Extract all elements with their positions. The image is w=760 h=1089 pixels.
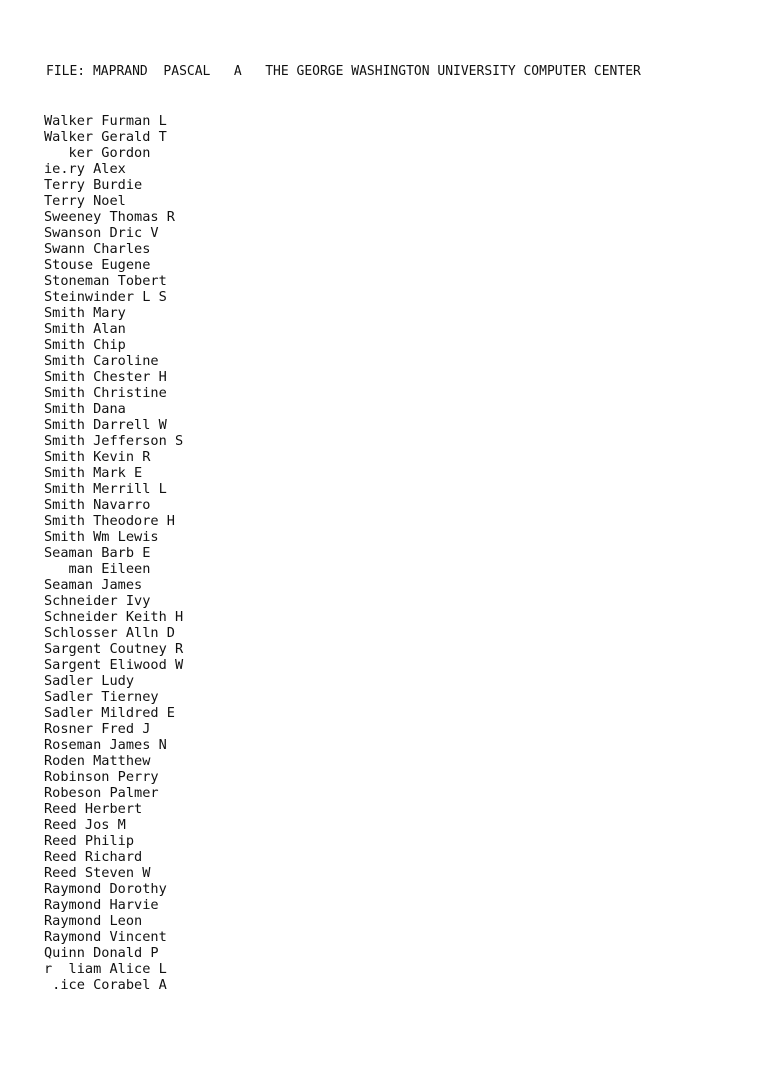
name-entry: .ice Corabel A xyxy=(44,977,167,993)
name-entry: Reed Philip xyxy=(44,833,135,849)
name-entry: Steinwinder L S xyxy=(44,289,167,305)
name-entry: Sadler Tierney xyxy=(44,689,159,705)
file-name: MAPRAND xyxy=(92,64,148,79)
name-entry: Raymond Dorothy xyxy=(44,881,167,897)
name-entry: Smith Christine xyxy=(44,385,167,401)
name-entry: Smith Alan xyxy=(44,321,126,337)
name-entry: Smith Kevin R xyxy=(44,449,151,465)
name-entry: Smith Darrell W xyxy=(44,417,167,433)
name-entry: Reed Herbert xyxy=(44,801,143,817)
names-list xyxy=(44,113,183,993)
file-mode: A xyxy=(233,64,242,79)
name-entry: Rosner Fred J xyxy=(44,721,151,737)
file-type: PASCAL xyxy=(163,64,211,79)
name-entry: Raymond Vincent xyxy=(44,929,167,945)
name-entry: Walker Gerald T xyxy=(44,129,167,145)
name-entry: Smith Theodore H xyxy=(44,513,175,529)
name-entry: ie.ry Alex xyxy=(44,161,126,177)
organization-name: THE GEORGE WASHINGTON UNIVERSITY COMPUTER CENTER xyxy=(265,64,641,79)
name-entry: Robinson Perry xyxy=(44,769,159,785)
name-entry: Stoneman Tobert xyxy=(44,273,167,289)
name-entry: Sargent Coutney R xyxy=(44,641,184,657)
name-entry: Raymond Leon xyxy=(44,913,143,929)
name-entry: Reed Richard xyxy=(44,849,143,865)
name-entry: Sargent Eliwood W xyxy=(44,657,184,673)
name-entry: Schneider Ivy xyxy=(44,593,151,609)
name-entry: Sadler Ludy xyxy=(44,673,135,689)
name-entry: Smith Wm Lewis xyxy=(44,529,159,545)
name-entry: Reed Jos M xyxy=(44,817,126,833)
name-entry: Schlosser Alln D xyxy=(44,625,175,641)
printout-header xyxy=(46,64,641,80)
name-entry: Swann Charles xyxy=(44,241,151,257)
name-entry: Roden Matthew xyxy=(44,753,151,769)
name-entry: Seaman James xyxy=(44,577,143,593)
name-entry: Reed Steven W xyxy=(44,865,151,881)
name-entry: Seaman Barb E xyxy=(44,545,151,561)
name-entry: Smith Merrill L xyxy=(44,481,167,497)
name-entry: Roseman James N xyxy=(44,737,167,753)
name-entry: Swanson Dric V xyxy=(44,225,159,241)
name-entry: Smith Dana xyxy=(44,401,126,417)
name-entry: Smith Chip xyxy=(44,337,126,353)
name-entry: r liam Alice L xyxy=(44,961,167,977)
name-entry: Stouse Eugene xyxy=(44,257,151,273)
file-label: FILE: xyxy=(46,64,86,79)
name-entry: Terry Burdie xyxy=(44,177,143,193)
name-entry: Raymond Harvie xyxy=(44,897,159,913)
name-entry: Smith Jefferson S xyxy=(44,433,184,449)
name-entry: Terry Noel xyxy=(44,193,126,209)
name-entry: Smith Caroline xyxy=(44,353,159,369)
name-entry: ker Gordon xyxy=(44,145,151,161)
name-entry: Quinn Donald P xyxy=(44,945,159,961)
name-entry: Smith Mark E xyxy=(44,465,143,481)
name-entry: Robeson Palmer xyxy=(44,785,159,801)
name-entry: man Eileen xyxy=(44,561,151,577)
name-entry: Smith Chester H xyxy=(44,369,167,385)
name-entry: Smith Mary xyxy=(44,305,126,321)
name-entry: Schneider Keith H xyxy=(44,609,184,625)
name-entry: Sweeney Thomas R xyxy=(44,209,175,225)
name-entry: Sadler Mildred E xyxy=(44,705,175,721)
name-entry: Walker Furman L xyxy=(44,113,167,129)
name-entry: Smith Navarro xyxy=(44,497,151,513)
